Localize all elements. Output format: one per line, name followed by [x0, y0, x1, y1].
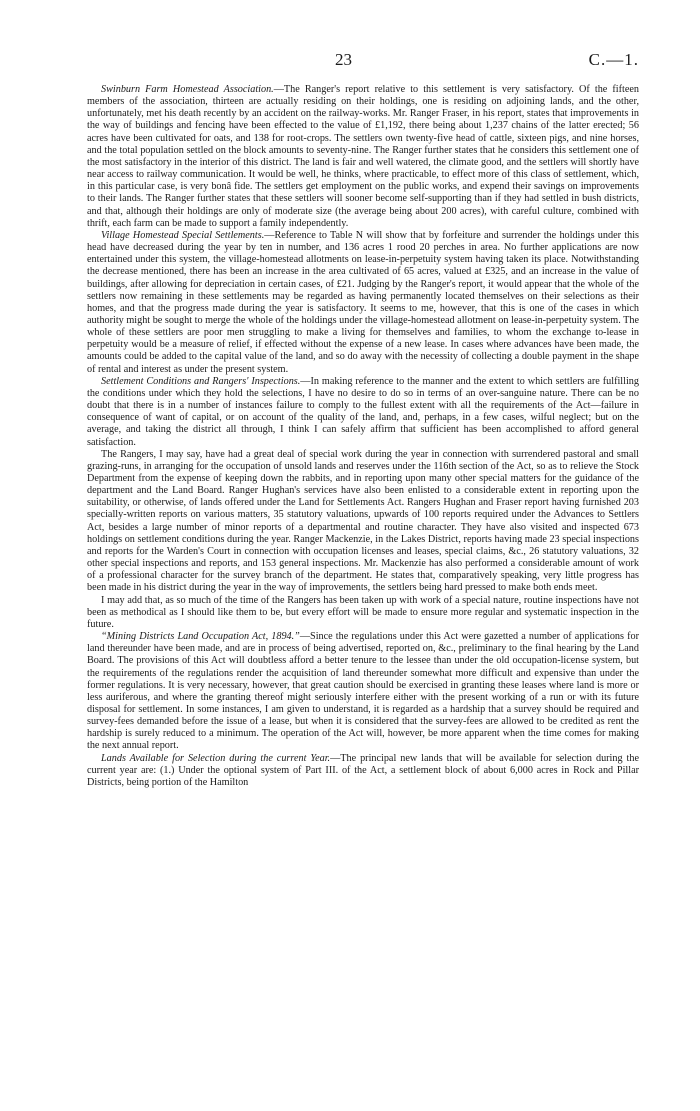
report-body	[87, 84, 639, 789]
paragraph-settlement-conditions	[87, 376, 639, 449]
paragraph-text: —The Ranger's report relative to this settlement is very satisfactory. Of the fifteen members of the association, thirteen are actually residing on their holdings, one is residing on adjoining lands, and the other, unfortunately, met his death recently by an accident on the railway-works. Mr. Ranger Fraser, in his report, states that improvements in the way of buildings and fencing have been effected to the value of £1,192, there being about 1,237 chains of the latter erected; 56 acres have been cultivated for oats, and 138 for root-crops. The settlers own twenty-five head of cattle, sixteen pigs, and nine horses, and the total population settled on the block amounts to seventy-nine. The Ranger further states that he considers this settlement one of the most satisfactory in the interior of this district. The land is fair and well watered, the climate good, and the settlers will shortly have near access to railway communication. It would be well, he thinks, where practicable, to effect more of this class of settlement, which, in this particular case, is very bonâ fide. The settlers get employment on the public works, and expend their savings on improvements to their lands. The Ranger further states that these settlers will sooner become self-supporting than if they had settled in bush districts, and that, although their holdings are only of moderate size (the average being about 200 acres), with careful culture, combined with thrift, each farm can be made to support a family independently.	[87, 84, 639, 229]
paragraph-text: —The principal new lands that will be available for selection during the current year are: (1.) Under the optional system of Part III. of the Act, a settlement block of about 6,000 acres in Rock and Pillar Districts, being portion of the Hamilton	[87, 752, 639, 788]
document-code: C.—1.	[588, 50, 639, 69]
paragraph-text: —Since the regulations under this Act were gazetted a number of applications for land thereunder have been made, and are in process of being advertised, reported on, &c., preliminary to the final hearing by the Land Board. The provisions of this Act will doubtless afford a better tenure to the lessee than under the old occupation-license system, but the requirements of the regulations render the acquisition of land thereunder somewhat more difficult and expensive than under the former regulations. It is very necessary, however, that great caution should be exercised in granting these leases where land is more or less auriferous, and where the granting thereof might seriously interfere either with the present working of a run or with its future disposal for settlement. In some instances, I am given to understand, it is regarded as a hardship that a survey should be required and survey-fees demanded before the issue of a lease, but when it is considered that the survey-fees are allowed to be credited as rent the hardship is surely reduced to a minimum. The operation of the Act will, however, be more apparent when the time comes for making the next annual report.	[87, 631, 639, 752]
paragraph-routine-inspections	[87, 595, 639, 631]
paragraph-text: I may add that, as so much of the time of the Rangers has been taken up with work of a special nature, routine inspections have not been as methodical as I should like them to be, but every effort will be made to ensure more regular and systematic inspection in the future.	[87, 594, 639, 630]
paragraph-village-homestead	[87, 230, 639, 376]
paragraph-heading: Lands Available for Selection during the current Year.	[101, 752, 331, 764]
paragraph-heading: Settlement Conditions and Rangers' Inspections.	[101, 375, 301, 387]
paragraph-lands-available	[87, 753, 639, 789]
paragraph-mining-districts	[87, 631, 639, 753]
paragraph-text: —Reference to Table N will show that by forfeiture and surrender the holdings under this head have decreased during the year by ten in number, and 136 acres 1 rood 20 perches in area. No further applications are now entertained under this system, the village-homestead allotments on lease-in-perpetuity system having taken its place. Notwithstanding the decrease mentioned, there has been an increase in the area cultivated of 65 acres, valued at £325, and an increase in the value of buildings, after allowing for depreciation in certain cases, of £21. Judging by the Ranger's report, it would appear that the whole of the settlers now remaining in these settlements may be regarded as having permanently located themselves on their selections as their homes, and that the progress made during the year is satisfactory. It seems to me, however, that this is one of the cases in which authority might be sought to merge the whole of the holdings under the village-homestead allotment on lease-in-perpetuity system. The whole of these settlers are poor men struggling to make a living for themselves and families, to whom the exchange to-lease in perpetuity would be a measure of relief, if effected without the expense of a new lease. In cases where advances have been made, the amounts could be added to the capital value of the land, and so do away with the necessity of collecting a double payment in the shape of rental and interest as under the present system.	[87, 229, 639, 375]
page-number: 23	[335, 50, 352, 69]
paragraph-heading: Swinburn Farm Homestead Association.	[101, 84, 274, 95]
paragraph-text: The Rangers, I may say, have had a great deal of special work during the year in connection with surrendered pastoral and small grazing-runs, in arranging for the occupation of unsold lands and reserves under the 116th section of the Act, so as to relieve the Stock Department from the expense of keeping down the rabbits, and in reporting upon many other special matters for the guidance of the department and the Land Board. Ranger Hughan's services have also been enlisted to a considerable extent in reporting upon the suitability, or otherwise, of lands offered under the Land for Settlements Act. Rangers Hughan and Fraser report having furnished 203 specially-written reports on various matters, 35 statutory valuations, upwards of 100 reports required under the Advances to Settlers Act, besides a large number of minor reports of a departmental and routine character. They have also visited and inspected 673 holdings on settlement conditions during the year. Ranger Mackenzie, in the Lakes District, reports having made 23 special inspections and reports for the Warden's Court in connection with occupation licenses and leases, special claims, &c., 26 statutory valuations, 32 other special inspections and reports, and 153 general inspections. Mr. Mackenzie has also performed a considerable amount of work of a professional character for the survey branch of the department. He states that, comparatively speaking, very little progress has been made in his district during the year in the way of improvements, the settlers being hard pressed to make both ends meet.	[87, 448, 639, 594]
paragraph-heading: Village Homestead Special Settlements.	[101, 229, 265, 241]
paragraph-rangers-special-work	[87, 449, 639, 595]
page-header	[87, 50, 639, 72]
paragraph-heading: “Mining Districts Land Occupation Act, 1894.”	[101, 631, 300, 643]
paragraph-text: —In making reference to the manner and the extent to which settlers are fulfilling the conditions under which they hold the selections, I have no desire to do so in terms of an over-sanguine nature. There can be no doubt that there is in a number of instances failure to comply to the fullest extent with all the requirements of the Act—failure in consequence of want of capital, or on account of the quality of the land, and, perhaps, in a few cases, wilful neglect; but on the average, and taking the district all through, I think I can safely affirm that sufficient has been accomplished to afford general satisfaction.	[87, 375, 639, 448]
paragraph-swinburn-farm	[87, 84, 639, 230]
